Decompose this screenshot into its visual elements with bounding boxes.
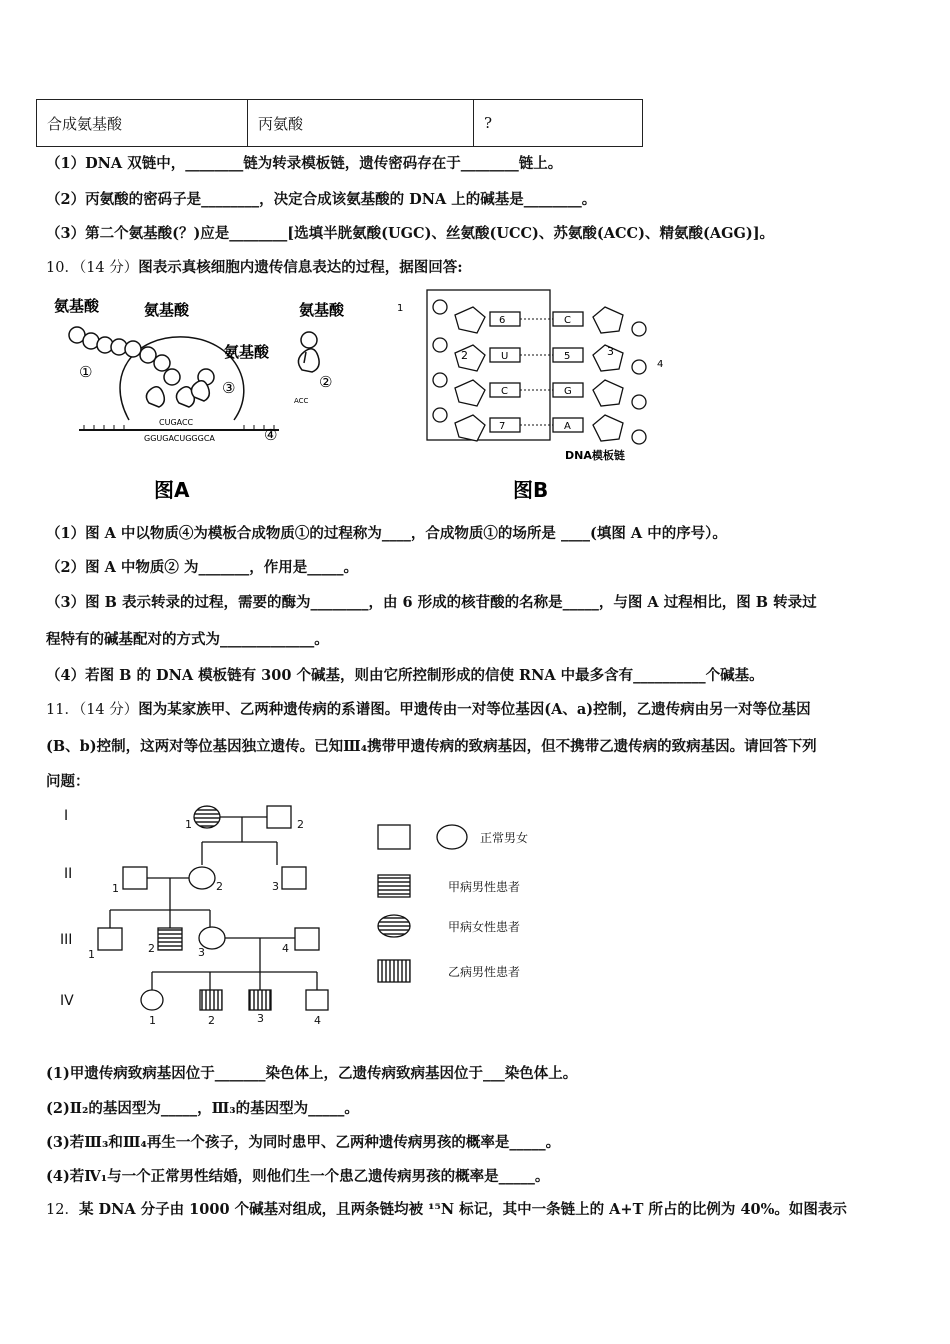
question-text: 图表示真核细胞内遗传信息表达的过程，据图回答: xyxy=(138,259,463,276)
question-text: 某 DNA 分子由 1000 个碱基对组成，且两条链均被 ¹⁵N 标记，其中一条链上的 A+T 所占的比例为 40%。如图表示 xyxy=(78,1201,847,1218)
label-amino-acid: 氨基酸 xyxy=(144,301,190,319)
person-number: 1 xyxy=(149,1014,156,1027)
table-cell: 丙氨酸 xyxy=(248,100,474,147)
question-number: 11． xyxy=(46,702,79,718)
q10-sub2: （2）图 A 中物质② 为_______，作用是_____。 xyxy=(46,559,358,576)
person-number: 2 xyxy=(208,1014,215,1027)
legend-male-b: 乙病男性患者 xyxy=(448,965,521,979)
person-number: 3 xyxy=(257,1012,264,1025)
q9-sub3: （3）第二个氨基酸(？)应是________[选填半胱氨酸(UGC)、丝氨酸(UCC)、苏氨酸(ACC)、精氨酸(AGG)]。 xyxy=(46,225,775,242)
q10-sub3b: 程特有的碱基配对的方式为_____________。 xyxy=(46,631,329,648)
q11-sub1: (1)甲遗传病致病基因位于_______染色体上，乙遗传病致病基因位于___染色体上。 xyxy=(46,1065,578,1082)
q11-stem-line1 xyxy=(46,698,811,719)
label-amino-acid: 氨基酸 xyxy=(299,301,345,319)
q11-sub4: (4)若Ⅳ₁与一个正常男性结婚，则他们生一个患乙遗传病男孩的概率是_____。 xyxy=(46,1168,550,1185)
person-number: 2 xyxy=(216,880,223,893)
question-score: （14 分） xyxy=(78,702,139,718)
label-3: 3 xyxy=(607,345,614,358)
q9-sub2: （2）丙氨酸的密码子是________，决定合成该氨基酸的 DNA 上的碱基是________。 xyxy=(46,191,597,208)
q11-stem-line3: 问题： xyxy=(46,773,90,790)
figure-b-label: 图B xyxy=(513,478,549,502)
acc-text: ACC xyxy=(294,397,309,405)
q9-sub1: （1）DNA 双链中，________链为转录模板链，遗传密码存在于________链上。 xyxy=(46,155,563,172)
person-number: 3 xyxy=(198,946,205,959)
label-circled-4: ④ xyxy=(264,426,278,444)
person-number: 4 xyxy=(314,1014,321,1027)
table-cell: ? xyxy=(474,100,643,147)
q10-sub1: （1）图 A 中以物质④为模板合成物质①的过程称为____，合成物质①的场所是 ____(填图 A 中的序号）。 xyxy=(46,525,727,542)
generation-label: II xyxy=(64,866,73,882)
person-number: 1 xyxy=(112,882,119,895)
generation-label: III xyxy=(60,932,73,948)
table-row xyxy=(37,100,643,147)
label-amino-acid: 氨基酸 xyxy=(54,297,100,315)
dna-template-caption: DNA模板链 xyxy=(565,449,625,462)
person-number: 4 xyxy=(282,942,289,955)
label-7: 7 xyxy=(499,421,506,432)
question-score: （14 分） xyxy=(78,260,139,276)
person-number: 2 xyxy=(297,818,304,831)
base-g: G xyxy=(564,386,572,397)
q11-stem-line2: (B、b)控制，这两对等位基因独立遗传。已知Ⅲ₄携带甲遗传病的致病基因，但不携带乙遗传病的致病基因。请回答下列 xyxy=(46,738,817,755)
question-number: 10． xyxy=(46,260,79,276)
label-1: 1 xyxy=(397,303,404,314)
label-6: 6 xyxy=(499,315,506,326)
table-cell: 合成氨基酸 xyxy=(37,100,248,147)
legend-male-a: 甲病男性患者 xyxy=(448,880,521,894)
codon-table xyxy=(36,99,643,147)
question-text: 图为某家族甲、乙两种遗传病的系谱图。甲遗传由一对等位基因(A、a)控制，乙遗传病由另一对等位基因 xyxy=(138,701,811,718)
generation-label: IV xyxy=(60,993,74,1009)
figure-a xyxy=(44,285,345,510)
label-circled-1: ① xyxy=(79,363,93,381)
base-u: U xyxy=(501,351,509,362)
figure-b xyxy=(395,285,675,510)
q10-stem xyxy=(46,256,463,277)
q11-sub3: (3)若Ⅲ₃和Ⅲ₄再生一个孩子，为同时患甲、乙两种遗传病男孩的概率是_____。 xyxy=(46,1134,561,1151)
legend-female-a: 甲病女性患者 xyxy=(448,920,521,934)
base-c-right: C xyxy=(564,315,571,326)
label-circled-3: ③ xyxy=(222,379,236,397)
mrna-sequence: GGUGACUGGGCA xyxy=(144,434,215,443)
base-c: C xyxy=(501,386,508,397)
anticodon-text: CUGACC xyxy=(159,418,194,427)
person-number: 3 xyxy=(272,880,279,893)
figure-a-label: 图A xyxy=(154,478,190,502)
person-number: 1 xyxy=(185,818,192,831)
legend-normal: 正常男女 xyxy=(480,831,529,845)
q12-stem xyxy=(46,1198,847,1219)
person-number: 2 xyxy=(148,942,155,955)
q11-sub2: (2)Ⅱ₂的基因型为_____，Ⅲ₃的基因型为_____。 xyxy=(46,1100,359,1117)
label-circled-2: ② xyxy=(319,373,333,391)
q10-sub4: （4）若图 B 的 DNA 模板链有 300 个碱基，则由它所控制形成的信使 RNA 中最多含有__________个碱基。 xyxy=(46,667,764,684)
label-amino-acid: 氨基酸 xyxy=(224,343,270,361)
generation-label: I xyxy=(64,808,69,824)
person-number: 1 xyxy=(88,948,95,961)
label-4: 4 xyxy=(657,359,664,370)
pedigree-chart xyxy=(52,800,562,1032)
base-a: A xyxy=(564,421,571,432)
question-number: 12． xyxy=(46,1202,79,1218)
label-2: 2 xyxy=(461,349,468,362)
label-5: 5 xyxy=(564,351,571,362)
q10-sub3a: （3）图 B 表示转录的过程，需要的酶为________，由 6 形成的核苷酸的名称是_____，与图 A 过程相比，图 B 转录过 xyxy=(46,594,817,611)
